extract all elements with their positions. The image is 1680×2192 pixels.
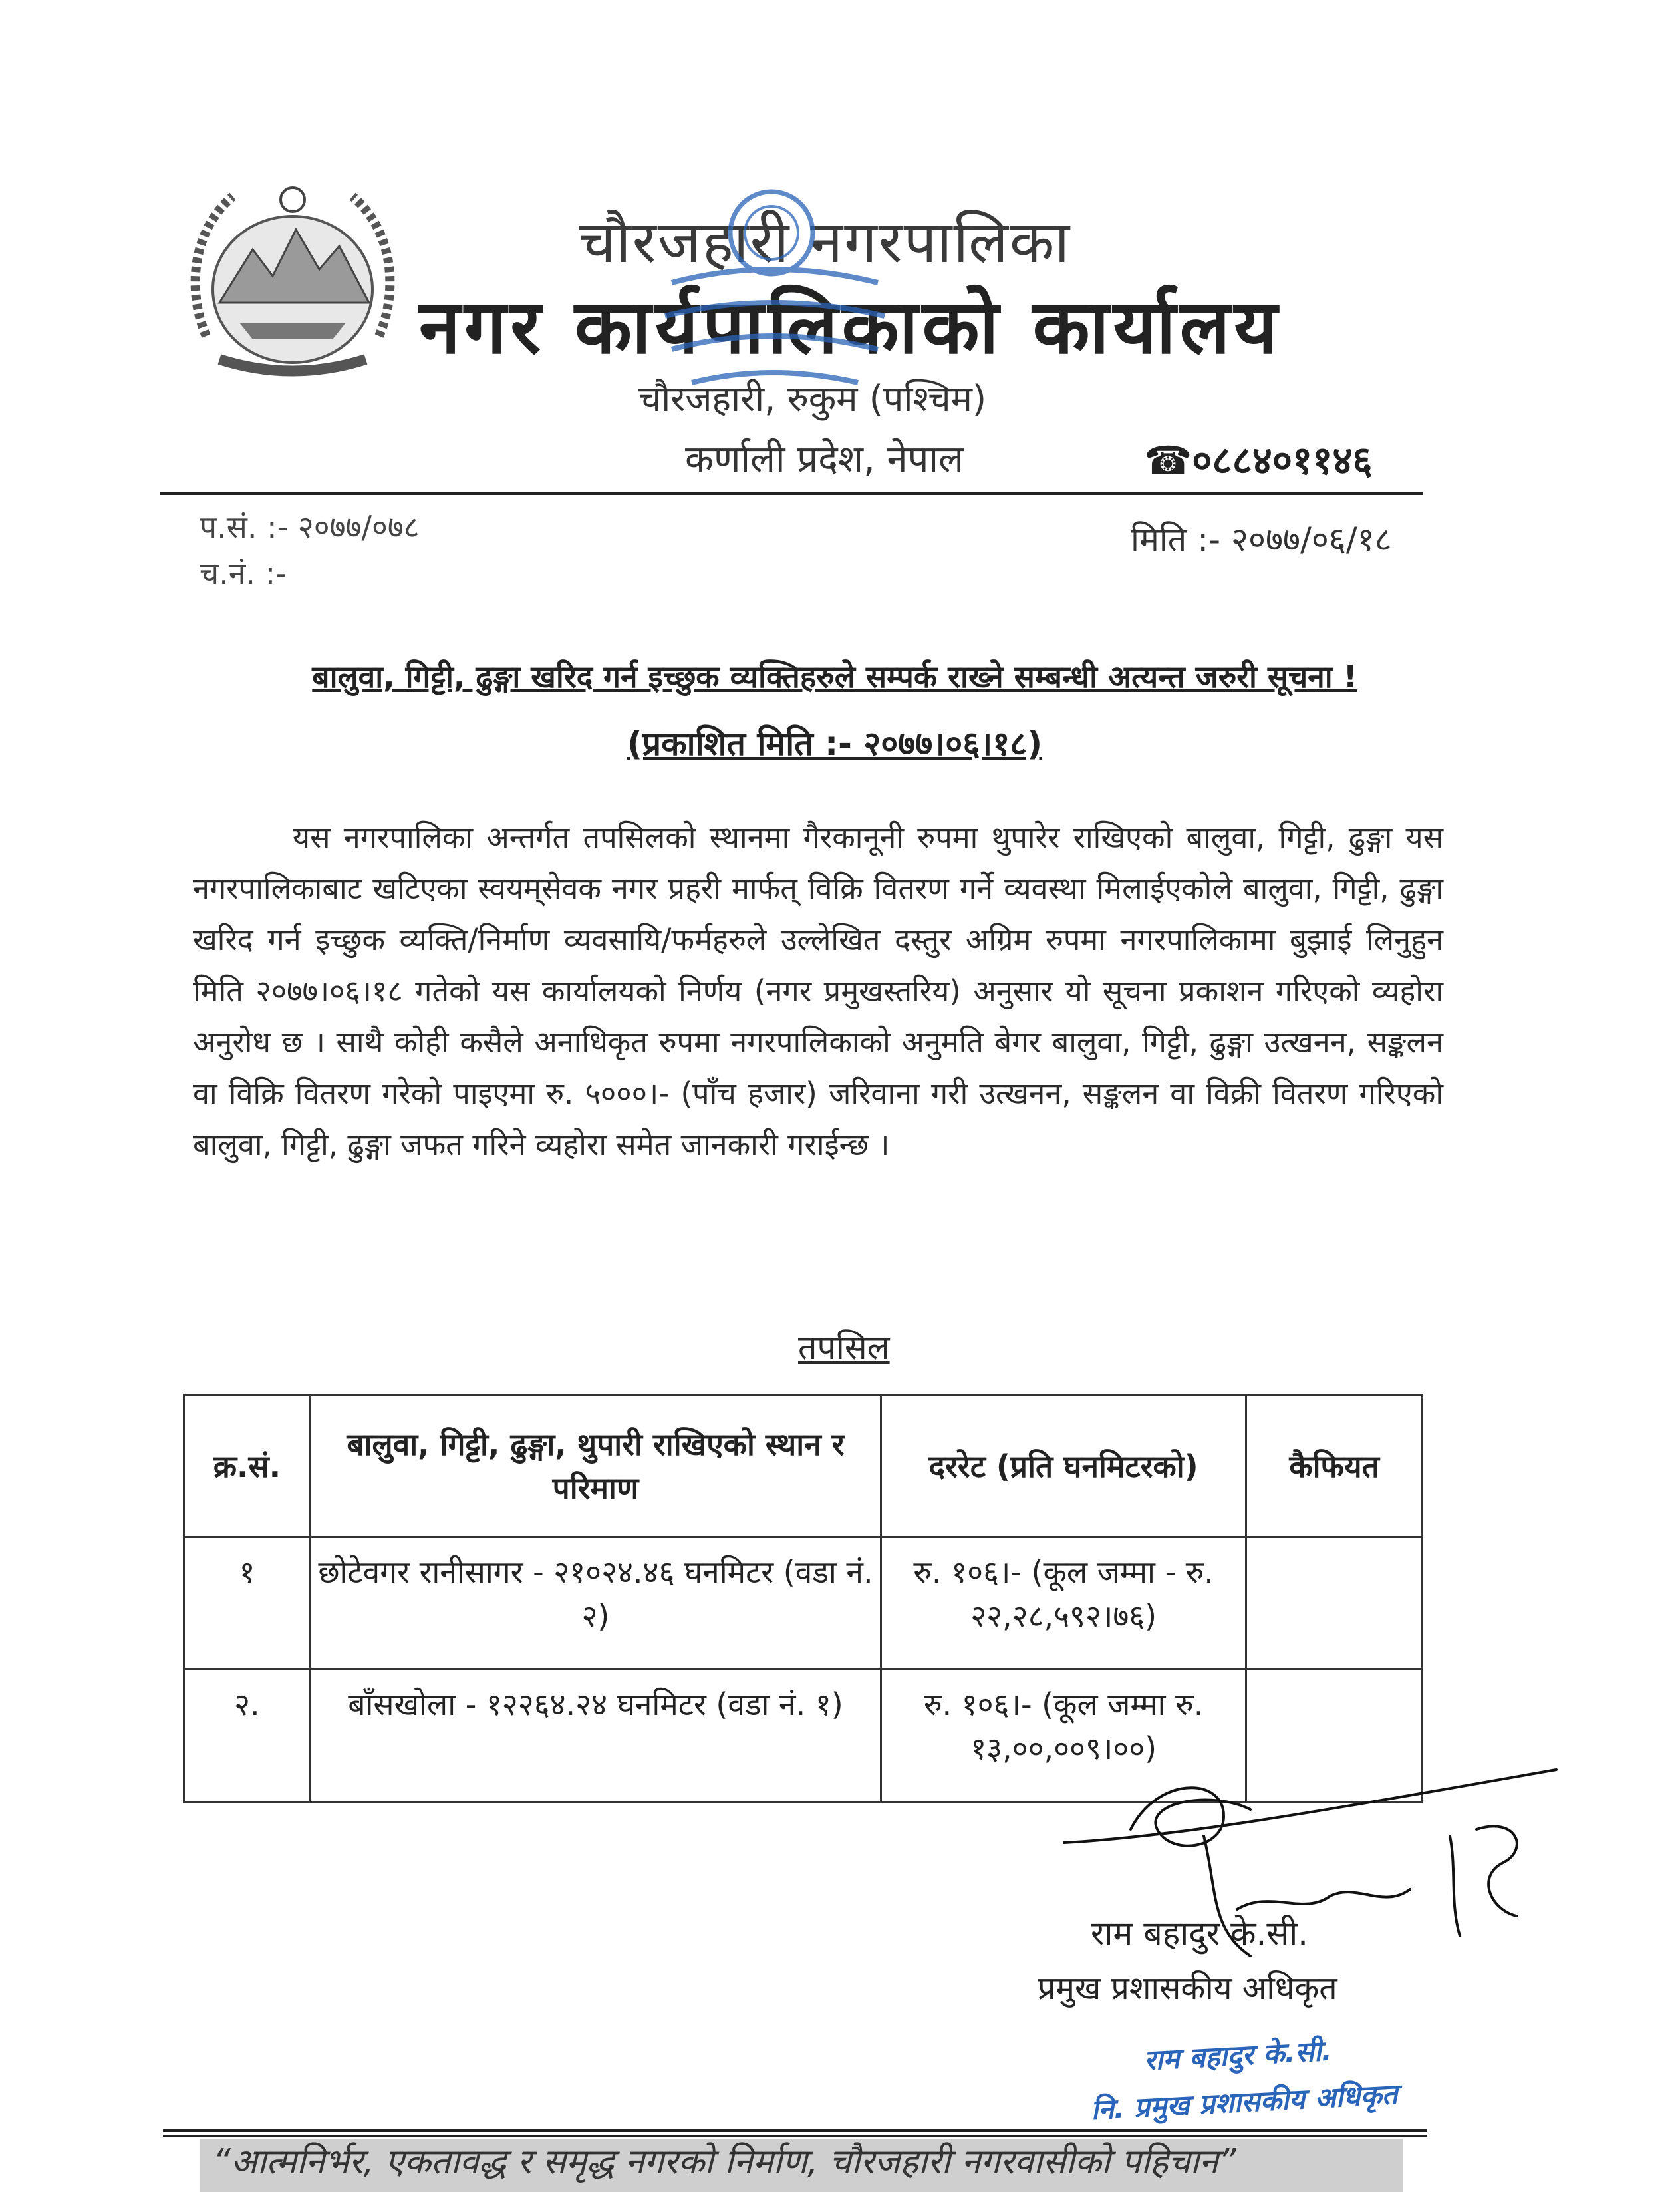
notice-body: यस नगरपालिका अन्तर्गत तपसिलको स्थानमा गैरकानूनी रुपमा थुपारेर राखिएको बालुवा, गिट्टी, ढुङ्गा यस नगरपालिकाबाट खटिएका स्वयम्‌सेवक नगर प्रहरी मार्फत् विक्रि वितरण गर्ने व्यवस्था मिलाईएकोले बालुवा, गिट्टी, ढुङ्गा खरिद गर्न इच्छुक व्यक्ति/निर्माण व्यवसायि/फर्महरुले उल्लेखित दस्तुर अग्रिम रुपमा नगरपालिकामा बुझाई लिनुहुन मिति २०७७।०६।१८ गतेको यस कार्यालयको निर्णय (नगर प्रमुखस्तरिय) अनुसार यो सूचना प्रकाशन गरिएको व्यहोरा अनुरोध छ । साथै कोही कसैले अनाधिकृत रुपमा नगरपालिकाको अनुमति बेगर बालुवा, गिट्टी, ढुङ्गा उत्खनन, सङ्कलन वा विक्रि वितरण गरेको पाइएमा रु. ५०००।- (पाँच हजार) जरिवाना गरी उत्खनन, सङ्कलन वा विक्री वितरण गरिएको बालुवा, गिट्टी, ढुङ्गा जफत गरिने व्यहोरा समेत जानकारी गराईन्छ । <box>193 820 1443 1162</box>
schedule-table <box>183 1394 1423 1803</box>
cell-remarks <box>1246 1537 1423 1670</box>
dispatch-number: च.नं. :- <box>200 555 287 591</box>
col-location: बालुवा, गिट्टी, ढुङ्गा, थुपारी राखिएको स्थान र परिमाण <box>310 1395 881 1537</box>
cell-rate: रु. १०६।- (कूल जम्मा रु. १३,००,००९।००) <box>881 1670 1246 1802</box>
cell-rate: रु. १०६।- (कूल जम्मा - रु. २२,२८,५९२।७६) <box>881 1537 1246 1670</box>
phone-number: ☎०८८४०११४६ <box>1144 438 1373 483</box>
footer-divider-thin <box>163 2135 1427 2137</box>
footer-slogan: “आत्मनिर्भर, एकतावद्ध र समृद्ध नगरको निर्माण, चौरजहारी नगरवासीको पहिचान” <box>200 2139 1403 2192</box>
municipality-name: चौरजहारी नगरपालिका <box>579 208 1071 276</box>
address-line-1: चौरजहारी, रुकुम (पश्चिम) <box>638 378 987 420</box>
col-serial: क्र.सं. <box>184 1395 311 1537</box>
signature-stamp-designation: नि. प्रमुख प्रशासकीय अधिकृत <box>1090 2077 1399 2127</box>
col-rate: दररेट (प्रति घनमिटरको) <box>881 1395 1246 1537</box>
signatory-designation: प्रमुख प्रशासकीय अधिकृत <box>1038 1970 1337 2007</box>
signature-stamp-name: राम बहादुर के.सी. <box>1143 2034 1333 2077</box>
notice-title: बालुवा, गिट्टी, ढुङ्गा खरिद गर्न इच्छुक व्यक्तिहरुले सम्पर्क राख्ने सम्बन्धी अत्यन्त जरुरी सूचना ! <box>312 659 1357 695</box>
col-remarks: कैफियत <box>1246 1395 1423 1537</box>
table-header-row <box>184 1395 1423 1537</box>
signatory-name: राम बहादुर के.सी. <box>1091 1914 1309 1953</box>
published-date: (प्रकाशित मिति :- २०७७।०६।१८) <box>627 724 1043 763</box>
nepal-emblem-logo <box>180 170 406 396</box>
cell-serial: १ <box>184 1537 311 1670</box>
footer-divider <box>163 2129 1427 2132</box>
cell-location: बाँसखोला - १२२६४.२४ घनमिटर (वडा नं. १) <box>310 1670 881 1802</box>
cell-location: छोटेवगर रानीसागर - २१०२४.४६ घनमिटर (वडा नं. २) <box>310 1537 881 1670</box>
office-seal-stamp <box>632 183 911 422</box>
schedule-heading: तपसिल <box>798 1329 890 1367</box>
address-line-2: कर्णाली प्रदेश, नेपाल <box>685 438 964 481</box>
header-divider <box>160 492 1423 495</box>
reference-number: प.सं. :- २०७७/०७८ <box>200 509 420 545</box>
letter-date: मिति :- २०७७/०६/१८ <box>1131 520 1392 559</box>
table-row <box>184 1537 1423 1670</box>
cell-serial: २. <box>184 1670 311 1802</box>
office-name: नगर कार्यपालिकाको कार्यालय <box>419 284 1282 371</box>
